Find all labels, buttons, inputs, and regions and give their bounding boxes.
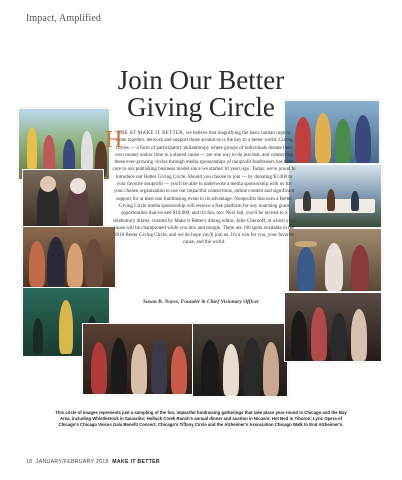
photo-gala-group [82,323,196,395]
page-number: 18 [26,459,33,465]
signature: Susan B. Noyes, Founder & Chief Visionary Officer [143,299,259,305]
article-title-line1: Join Our Better [117,65,285,95]
issue-date: JANUARY/FEBRUARY 2018 [35,459,109,465]
photo-cowboy-hats [288,228,382,292]
photo-group-smiling [22,226,116,288]
page-footer [26,459,160,465]
lead-in: ERE AT MAKE IT BETTER, [117,130,185,136]
article-title-line2: Giving Circle [127,92,275,122]
article-body [105,127,296,247]
section-label: Impact, Amplified [26,13,102,24]
body-text: we believe that magnifying the basic human urge to come together, network and support those around us is the key to a better world. Giving circles — a form of participatory philanthropy where groups of individuals donate their own money and/or time to a shared cause — are one way to do just that, and connecting these ever-growing circles through media sponsorships of nonprofit fundraisers has been core to our publishing business model since we started 10 years ago. Today, we're proud to introduce our Better Giving Circle. Should you choose to join — by donating $1,000 to your favorite nonprofit — you'll be able to underwrite a media sponsorship with us for your chosen organization to use our impactful connections, online content and significant support for at least one fundraising event to its advantage. Nonprofits that earn a Better Giving Circle media sponsorship will receive a free platform for any matching grant opportunities that exceed $10,000, and it's fun, too: Next fall, you'll be invited to a celebratory dinner, curated by Make It Better's dining editor, Julie Chernoff, at which your cause will be championed while you mix and mingle. There are 100 spots available in the 2018 Better Giving Circle, and we do hope you'll join us. It's a win for you, your favorite cause, and the world. [112,130,296,246]
photo-ranch-tables [288,164,382,228]
photo-gala-couples [192,323,288,397]
brand-name: MAKE IT BETTER [112,459,160,465]
drop-cap: H [105,127,123,153]
photo-ranch-group [284,100,380,164]
photo-caption: This circle of images represents just a sampling of the fun, impactful fundraising gatherings that take place year-round in Chicago and the Bay Area, including Whistlestock in Sausalito; Hollock Creek Ranch's annual dinner and auction in Nicasio; Hot Bed in Tiburon; Lyric Opera of Chicago's Chicago Voices Gala Benefit Concert; Chicago's Tiffany Circle and the Alzheimer's Association Chicago Walk to End Alzheimer's. [55,410,347,427]
photo-two-women-elderly [22,169,104,231]
